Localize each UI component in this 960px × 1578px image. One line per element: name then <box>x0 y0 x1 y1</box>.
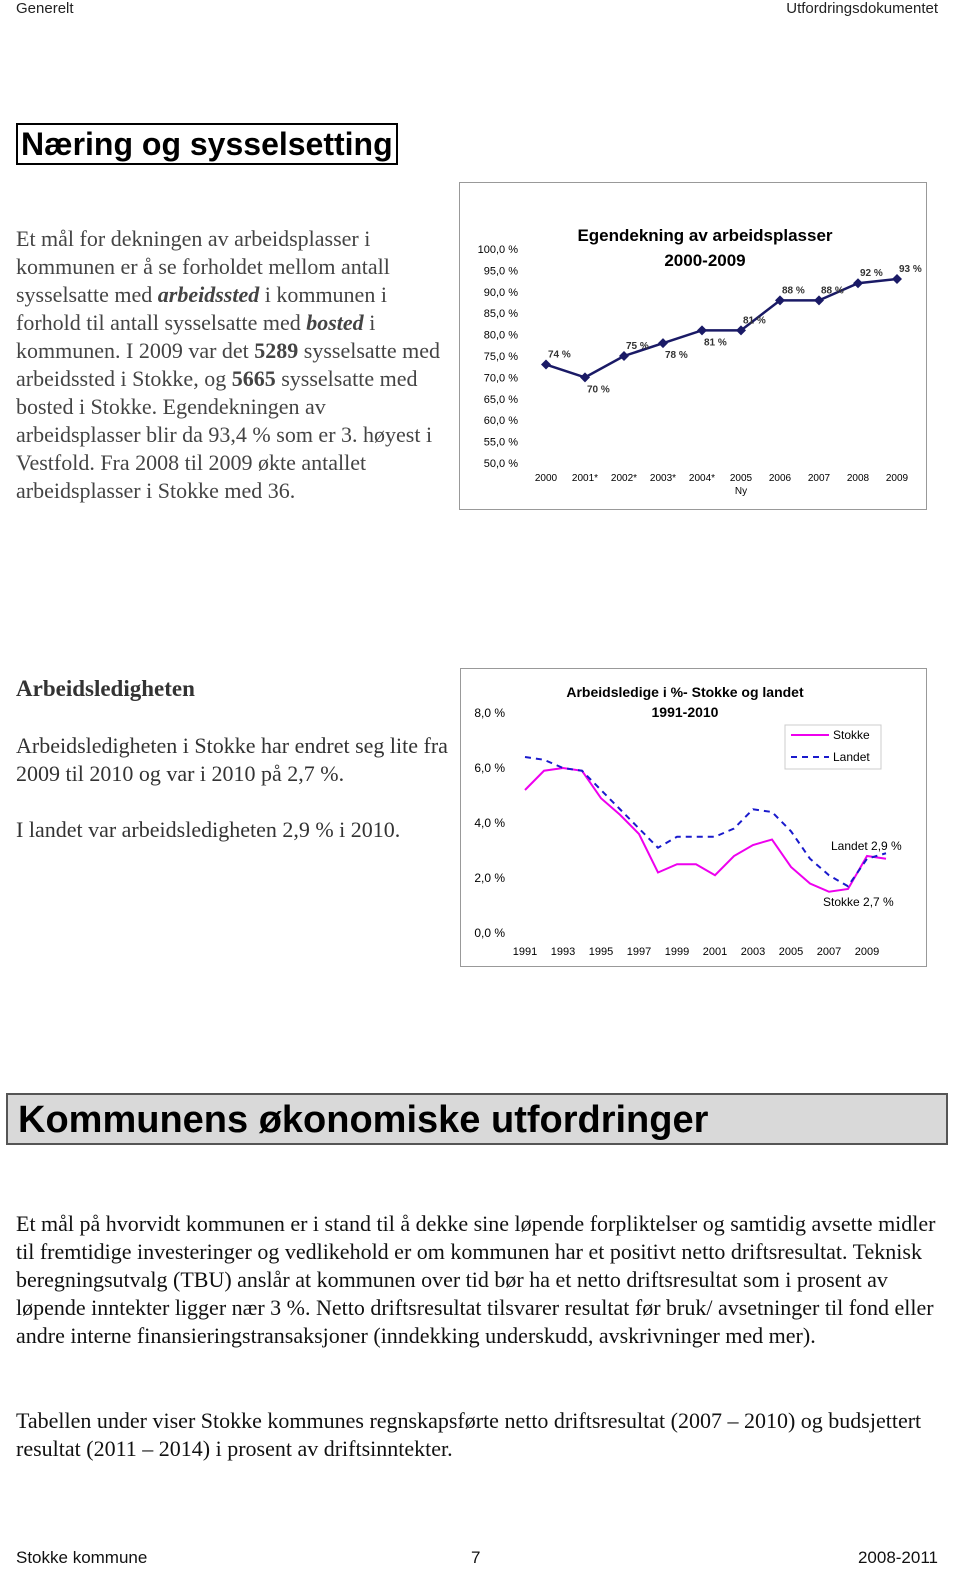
legend-label: Stokke <box>833 728 870 742</box>
x-tick-label: 2004* <box>688 473 716 484</box>
y-tick-label: 95,0 % <box>483 265 518 278</box>
x-tick-label: 2001* <box>571 473 599 484</box>
y-tick-label: 60,0 % <box>483 415 518 428</box>
series-line <box>546 279 897 377</box>
series-line-landet <box>525 757 886 886</box>
data-label: 92 % <box>860 268 883 280</box>
data-label: 78 % <box>665 350 688 362</box>
y-tick-label: 4,0 % <box>474 816 505 830</box>
y-tick-label: 80,0 % <box>483 329 518 342</box>
paragraph-arbeidsledighet-1: Arbeidsledigheten i Stokke har endret seg lite fra 2009 til 2010 og var i 2010 på 2,7 %. <box>16 733 448 786</box>
data-point <box>619 351 629 361</box>
x-tick-label: 2000 <box>534 473 558 484</box>
data-label: 88 % <box>782 285 805 297</box>
chart-title: 2000-2009 <box>664 251 746 270</box>
data-label: 70 % <box>587 384 610 396</box>
header-right: Utfordringsdokumentet <box>786 0 938 17</box>
header-left: Generelt <box>16 0 74 17</box>
data-point <box>814 295 824 305</box>
data-label: 81 % <box>704 337 727 349</box>
chart-title: Egendekning av arbeidsplasser <box>577 226 833 245</box>
paragraph-tabell-intro: Tabellen under viser Stokke kommunes regnskapsførte netto driftsresultat (2007 – 2010) og budsjettert resultat (2011 – 2014) i prosent av driftsinntekter. <box>16 1408 922 1461</box>
page-number: 7 <box>471 1548 481 1567</box>
chart-egendekning-svg <box>460 183 926 509</box>
x-tick-label: 2001 <box>702 946 728 958</box>
x-tick-label: 2003 <box>740 946 766 958</box>
y-tick-label: 0,0 % <box>474 926 505 940</box>
legend-label: Landet <box>833 750 870 764</box>
y-tick-label: 100,0 % <box>477 244 518 256</box>
y-tick-label: 70,0 % <box>483 372 518 385</box>
data-point <box>541 360 551 370</box>
y-tick-label: 90,0 % <box>483 286 518 299</box>
data-label: 88 % <box>821 285 844 297</box>
footer-right: 2008-2011 <box>857 1548 938 1567</box>
x-tick-label: 2002* <box>610 473 638 484</box>
chart-arbeidsledighet-svg <box>461 669 926 966</box>
x-tick-label: 2009 <box>854 946 880 958</box>
data-point <box>580 372 590 382</box>
paragraph-driftsresultat: Et mål på hvorvidt kommunen er i stand til å dekke sine løpende forpliktelser og samtidig avsette midler til fremtidige investeringer og vedlikehold er om kommunen har et positivt netto driftsresultat. Teknisk beregningsutvalg (TBU) anslår at kommunen over tid bør ha et netto driftsresultat som i prosent av løpende inntekter ligger nær 3 %. Netto driftsresultat tilsvarer resultat før bruk/ avsetninger til fond eller andre interne finansieringstransaksjoner (inndekking underskudd, avskrivninger med mer). <box>16 1211 936 1348</box>
x-tick-label: 2007 <box>816 946 842 958</box>
y-tick-label: 55,0 % <box>483 436 518 449</box>
x-tick-label: 1995 <box>588 946 614 958</box>
x-tick-label: 2005 <box>778 946 804 958</box>
y-tick-label: 65,0 % <box>483 393 518 406</box>
y-tick-label: 8,0 % <box>474 706 505 720</box>
data-label: 93 % <box>899 263 922 275</box>
y-tick-label: 6,0 % <box>474 761 505 775</box>
data-label: 75 % <box>626 341 649 352</box>
x-tick-label: 2007 <box>807 473 831 484</box>
y-tick-label: 75,0 % <box>483 351 518 363</box>
y-tick-label: 50,0 % <box>483 458 518 470</box>
y-tick-label: 85,0 % <box>483 308 518 321</box>
x-tick-label: 2003* <box>649 473 677 484</box>
annotation-landet: Landet 2,9 % <box>831 839 902 853</box>
x-tick-label: 1991 <box>512 946 538 958</box>
x-tick-sublabel: Ny <box>734 486 748 497</box>
x-tick-label: 1993 <box>550 946 576 958</box>
data-point <box>697 325 707 335</box>
series-line-stokke <box>525 768 886 892</box>
data-point <box>892 274 902 284</box>
paragraph-arbeidsledighet-2: I landet var arbeidsledigheten 2,9 % i 2010. <box>16 817 401 842</box>
chart-title: Arbeidsledige i %- Stokke og landet <box>566 684 804 700</box>
data-label: 81 % <box>743 315 766 327</box>
y-tick-label: 2,0 % <box>474 871 505 885</box>
x-tick-label: 2008 <box>846 473 870 484</box>
section-title-okonomi: Kommunens økonomiske utfordringer <box>6 1093 948 1145</box>
paragraph-egendekning: Et mål for dekningen av arbeidsplasser i kommunen er å se forholdet mellom antall sysselsatte med arbeidssted i kommunen i forhold til antall sysselsatte med bosted i kommunen. I 2009 var det 5289 sysselsatte med arbeidssted i Stokke, og 5665 sysselsatte med bosted i Stokke. Egendekningen av arbeidsplasser blir da 93,4 % som er 3. høyest i Vestfold. Fra 2008 til 2009 økte antallet arbeidsplasser i Stokke med 36. <box>16 226 441 503</box>
chart-title: 1991-2010 <box>651 704 719 720</box>
x-tick-label: 2005 <box>729 473 753 484</box>
x-tick-label: 2009 <box>885 473 909 484</box>
x-tick-label: 1997 <box>626 946 652 958</box>
x-tick-label: 2006 <box>768 473 792 484</box>
chart-egendekning <box>459 182 927 510</box>
section-title-arbeidsledighet: Arbeidsledigheten <box>16 676 195 701</box>
x-tick-label: 1999 <box>664 946 690 958</box>
section-title-naering: Næring og sysselsetting <box>16 123 398 165</box>
data-point <box>853 278 863 288</box>
annotation-stokke: Stokke 2,7 % <box>823 895 894 909</box>
chart-arbeidsledighet <box>460 668 927 967</box>
data-point <box>658 338 668 348</box>
data-label: 74 % <box>548 349 571 361</box>
footer-left: Stokke kommune <box>16 1548 148 1567</box>
